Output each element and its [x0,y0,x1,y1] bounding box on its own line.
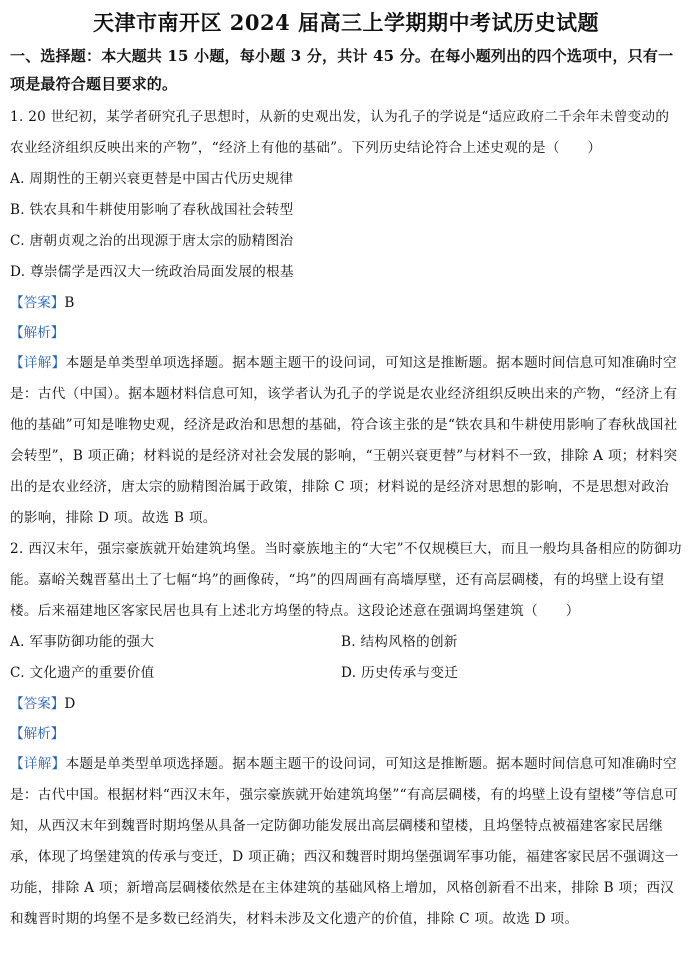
option-row [10,627,682,658]
analysis-tag: 【解析】 [10,325,65,341]
detail-body: 本题是单类型单项选择题。据本题主题干的设问词，可知这是推断题。据本题时间信息可知准确时空是：古代（中国）。据本题材料信息可知，该学者认为孔子的学说是农业经济组织反映出来的产物，“经济上有他的基础”可知是唯物史观，经济是政治和思想的基础，符合该主张的是“铁农具和牛耕使用影响了春秋战国社会转型”，B 项正确；材料说的是经济对社会发展的影响，“王朝兴衰更替”与材料不一致，排除 A 项；材料突出的是农业经济，唐太宗的励精图治属于政策，排除 C 项；材料说的是经济对思想的影响，不是思想对政治的影响，排除 D 项。故选 B 项。 [10,355,678,526]
answer-value: B [64,295,75,311]
analysis-line [10,719,682,749]
question-stem: 1. 20 世纪初，某学者研究孔子思想时，从新的史观出发，认为孔子的学说是“适应政府二千余年未曾变动的农业经济组织反映出来的产物”，“经济上有他的基础”。下列历史结论符合上述史观的是（ ） [10,109,670,156]
option-b: B. 铁农具和牛耕使用影响了春秋战国社会转型 [10,202,294,218]
answer-line [10,288,682,318]
detail-text [10,749,682,935]
detail-text [10,348,682,534]
answer-tag: 【答案】 [10,696,65,712]
answer-line [10,689,682,719]
answer-tag: 【答案】 [10,295,65,311]
option-c: C. 文化遗产的重要价值 [10,665,155,681]
question-2 [10,534,682,935]
detail-tag: 【详解】 [10,355,66,371]
section-heading: 一、选择题：本大题共 15 小题，每小题 3 分，共计 45 分。在每小题列出的四个选项中，只有一项是最符合题目要求的。 [10,47,674,93]
option-d: D. 尊崇儒学是西汉大一统政治局面发展的根基 [10,264,294,280]
detail-body: 本题是单类型单项选择题。据本题主题干的设问词，可知这是推断题。据本题时间信息可知准确时空是：古代中国。根据材料“西汉末年，强宗豪族就开始建筑坞堡”“有高层碉楼，有的坞壁上设有望楼”等信息可知，从西汉末年到魏晋时期坞堡从具备一定防御功能发展出高层碉楼和望楼，且坞堡特点被福建客家民居继承，体现了坞堡建筑的传承与变迁，D 项正确；西汉和魏晋时期坞堡强调军事功能，福建客家民居不强调这一功能，排除 A 项；新增高层碉楼依然是在主体建筑的基础风格上增加，风格创新看不出来，排除 B 项；西汉和魏晋时期的坞堡不是多数已经消失，材料未涉及文化遗产的价值，排除 C 项。故选 D 项。 [10,756,679,927]
question-stem: 2. 西汉末年，强宗豪族就开始建筑坞堡。当时豪族地主的“大宅”不仅规模巨大，而且一般均具备相应的防御功能。嘉峪关魏晋墓出土了七幅“坞”的画像砖，“坞”的四周画有高墙厚壁，还有高层碉楼，有的坞壁上设有望楼。后来福建地区客家民居也具有上述北方坞堡的特点。这段论述意在强调坞堡建筑（ ） [10,541,682,619]
detail-tag: 【详解】 [10,756,66,772]
question-1 [10,102,682,534]
option-d: D. 历史传承与变迁 [341,665,459,681]
analysis-line [10,318,682,348]
page-title: 天津市南开区 2024 届高三上学期期中考试历史试题 [92,10,600,35]
option-c: C. 唐朝贞观之治的出现源于唐太宗的励精图治 [10,233,294,249]
option-row [10,658,682,689]
option-a: A. 周期性的王朝兴衰更替是中国古代历史规律 [10,171,294,187]
option-a: A. 军事防御功能的强大 [10,634,155,650]
analysis-tag: 【解析】 [10,726,65,742]
answer-value: D [64,696,76,712]
option-b: B. 结构风格的创新 [341,634,458,650]
